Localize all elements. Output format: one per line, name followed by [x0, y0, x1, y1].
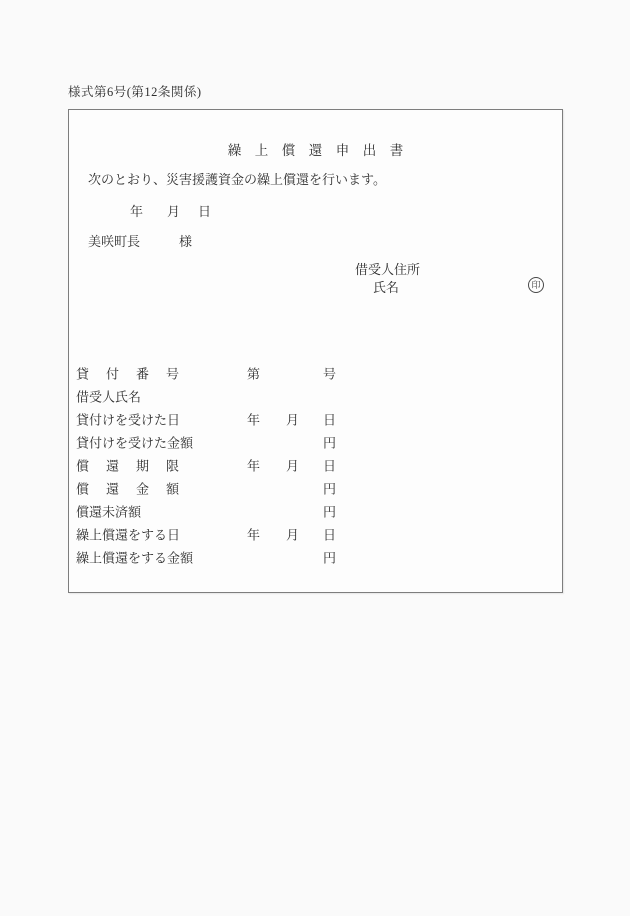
row-outstanding-amount: [69, 500, 562, 523]
addressee-honorific: 様: [179, 234, 193, 249]
intro-text: 次のとおり、災害援護資金の繰上償還を行います。: [88, 172, 386, 187]
row-cell-1: 年: [247, 458, 261, 474]
row-cell-3: 号: [323, 366, 337, 382]
row-cell-3: 円: [323, 550, 337, 566]
row-cell-3: 日: [323, 458, 337, 474]
row-label: 貸付けを受けた日: [76, 412, 181, 428]
form-title: 繰 上 償 還 申 出 書: [227, 143, 404, 158]
date-year-label: 年: [130, 204, 144, 219]
row-cell-3: 円: [323, 504, 337, 520]
form-border-box: [68, 109, 563, 593]
row-label: 借受人氏名: [76, 389, 142, 405]
row-cell-3: 日: [323, 412, 337, 428]
row-label: 貸 付 番 号: [76, 366, 179, 382]
row-label: 償還未済額: [76, 504, 142, 520]
row-loan-number: [69, 361, 562, 384]
row-label: 貸付けを受けた金額: [76, 435, 194, 451]
date-day-label: 日: [198, 204, 212, 219]
row-loan-amount: [69, 430, 562, 453]
row-repayment-deadline: [69, 453, 562, 476]
borrower-address-label: 借受人住所: [355, 262, 421, 277]
row-cell-1: 年: [247, 412, 261, 428]
row-early-repayment-date: [69, 523, 562, 546]
row-cell-2: 月: [286, 412, 300, 428]
row-label: 償 還 金 額: [76, 481, 179, 497]
form-number-label: 様式第6号(第12条関係): [68, 85, 202, 99]
row-cell-3: 円: [323, 435, 337, 451]
row-cell-1: 第: [247, 366, 261, 382]
row-label: 繰上償還をする日: [76, 527, 181, 543]
row-loan-date: [69, 407, 562, 430]
row-borrower-name: [69, 384, 562, 407]
form-field-rows: [69, 361, 562, 569]
row-cell-2: 月: [286, 458, 300, 474]
addressee-name: 美咲町長: [88, 234, 141, 249]
borrower-name-label: 氏名: [373, 280, 400, 295]
date-month-label: 月: [167, 204, 181, 219]
seal-mark-icon: [528, 277, 544, 293]
row-label: 繰上償還をする金額: [76, 550, 194, 566]
row-cell-2: 月: [286, 527, 300, 543]
row-cell-1: 年: [247, 527, 261, 543]
row-repayment-amount: [69, 476, 562, 499]
row-cell-3: 円: [323, 481, 337, 497]
seal-mark-text: 印: [531, 279, 541, 290]
row-label: 償 還 期 限: [76, 458, 179, 474]
row-cell-3: 日: [323, 527, 337, 543]
row-early-repayment-amount: [69, 546, 562, 569]
